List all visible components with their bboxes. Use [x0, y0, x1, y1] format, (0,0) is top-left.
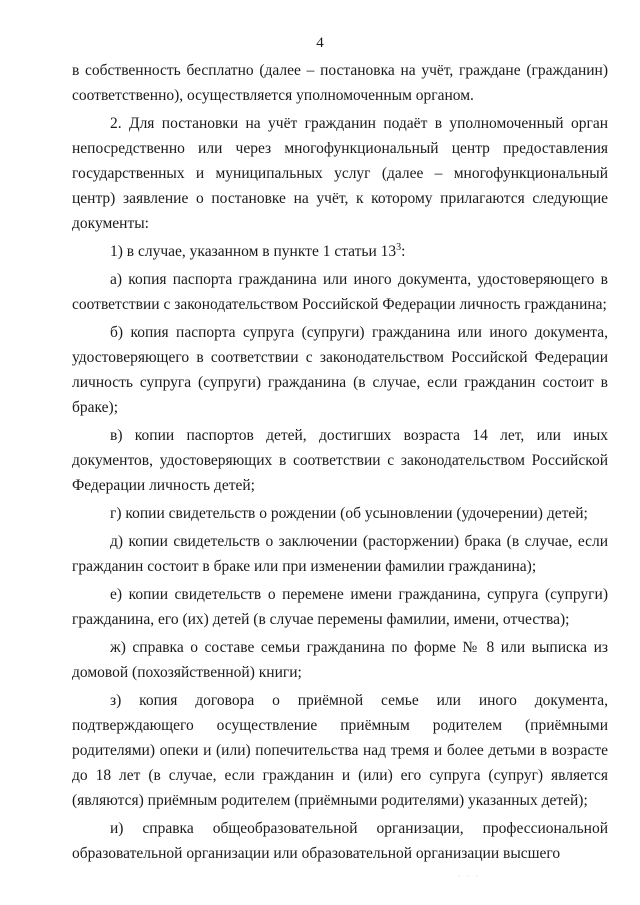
- paragraph-item-z: з) копия договора о приёмной семье или иного документа, подтверждающего осуществление приёмным родителем (приёмными родителями) опеки и (или) попечительства над тремя и более детьми в возрасте до 18 лет (в случае, если гражданин и (или) его супруга (супруг) является (являются) приёмным родителем (приёмными родителями) указанных детей);: [72, 692, 608, 809]
- paragraph-item-e: е) копии свидетельств о перемене имени гражданина, супруга (супруги) гражданина, его (их) детей (в случае перемены фамилии, имени, отчества);: [72, 586, 608, 628]
- paragraph-item-g: г) копии свидетельств о рождении (об усыновлении (удочерении) детей;: [110, 505, 588, 522]
- item-1-text: 1) в случае, указанном в пункте 1 статьи 13: [110, 243, 397, 260]
- document-body: [72, 58, 608, 869]
- page-number: 4: [316, 35, 324, 51]
- paragraph-item-zh: ж) справка о составе семьи гражданина по форме № 8 или выписка из домовой (похозяйственной) книги;: [72, 639, 608, 681]
- paragraph-2: 2. Для постановки на учёт гражданин подаёт в уполномоченный орган непосредственно или через многофункциональный центр предоставления государственных и муниципальных услуг (далее – многофункциональный центр) заявление о постановке на учёт, к которому прилагаются следующие документы:: [72, 115, 608, 232]
- article-superscript: 3: [396, 241, 402, 253]
- paragraph-item-d: д) копии свидетельств о заключении (расторжении) брака (в случае, если гражданин состоит в браке или при изменении фамилии гражданина);: [72, 533, 608, 575]
- item-1-colon: :: [401, 243, 406, 260]
- paragraph-item-i: и) справка общеобразовательной организации, профессиональной образовательной организации или образовательной организации высшего: [72, 820, 608, 862]
- scan-artifact: · · ·: [458, 872, 480, 881]
- paragraph-item-v: в) копии паспортов детей, достигших возраста 14 лет, или иных документов, удостоверяющих в соответствии с законодательством Российской Федерации личность детей;: [72, 427, 608, 494]
- paragraph-continuation: в собственность бесплатно (далее – постановка на учёт, граждане (гражданин) соответственно), осуществляется уполномоченным органом.: [72, 62, 608, 104]
- paragraph-item-1: [72, 239, 608, 264]
- paragraph-item-a: а) копия паспорта гражданина или иного документа, удостоверяющего в соответствии с законодательством Российской Федерации личность гражданина;: [72, 271, 608, 313]
- paragraph-item-b: б) копия паспорта супруга (супруги) гражданина или иного документа, удостоверяющего в соответствии с законодательством Российской Федерации личность супруга (супруги) гражданина (в случае, если гражданин состоит в браке);: [72, 324, 608, 416]
